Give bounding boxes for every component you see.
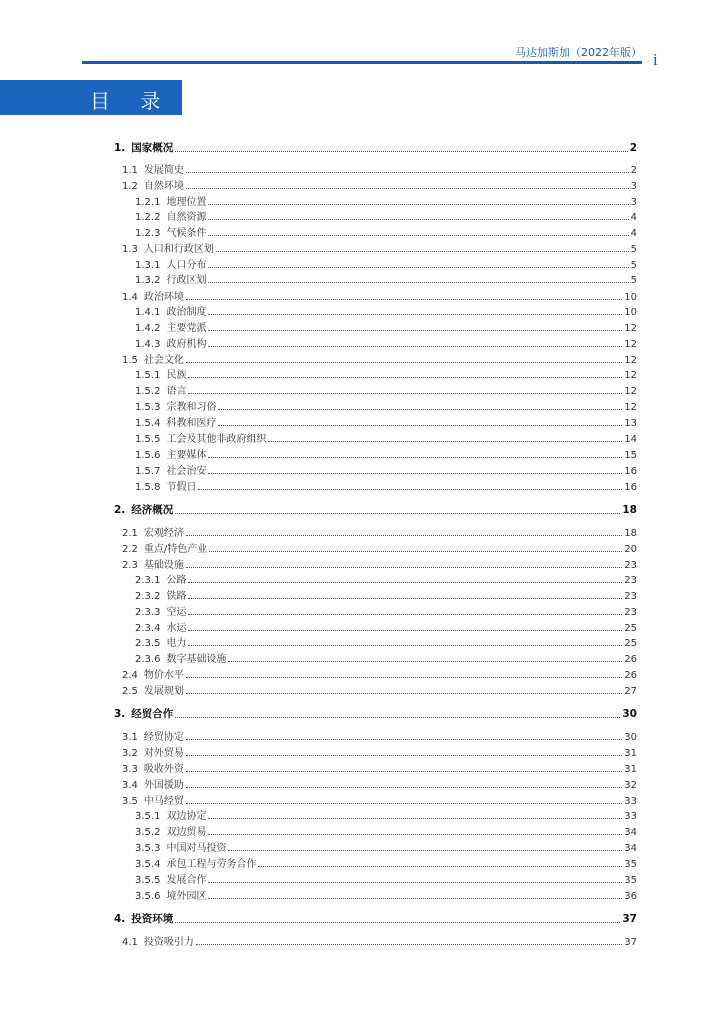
toc-dot-leader — [209, 551, 622, 552]
toc-entry-page: 18 — [622, 504, 637, 516]
toc-entry[interactable] — [114, 911, 637, 926]
toc-entry-title: 经济概况 — [131, 504, 174, 516]
toc-dot-leader — [216, 251, 629, 252]
toc-entry-title: 地理位置 — [166, 197, 207, 208]
toc-entry-page: 16 — [624, 466, 637, 477]
toc-entry-title: 人口和行政区划 — [143, 244, 214, 255]
toc-dot-leader — [228, 850, 622, 851]
toc-entry-page: 23 — [624, 607, 637, 618]
toc-entry-page: 34 — [624, 843, 637, 854]
toc-entry-title: 发展合作 — [166, 875, 207, 886]
toc-entry-title: 数字基础设施 — [166, 654, 227, 665]
toc-dot-leader — [208, 898, 622, 899]
toc-entry[interactable] — [135, 807, 637, 822]
toc-entry[interactable] — [122, 524, 637, 539]
toc-entry-title: 经贸协定 — [143, 732, 184, 743]
toc-entry-number: 1.3.1 — [135, 260, 161, 271]
toc-dot-leader — [208, 818, 622, 819]
toc-entry-number: 2.3.4 — [135, 623, 161, 634]
toc-dot-leader — [188, 645, 622, 646]
toc-entry-title: 人口分布 — [166, 260, 207, 271]
toc-dot-leader — [218, 425, 622, 426]
toc-dot-leader — [208, 834, 622, 835]
toc-dot-leader — [186, 535, 622, 536]
toc-entry-page: 12 — [624, 339, 637, 350]
toc-entry-number: 3.5.3 — [135, 843, 161, 854]
toc-entry-title: 国家概况 — [131, 142, 174, 154]
toc-entry-title: 社会文化 — [143, 355, 184, 366]
toc-entry-number: 1.3.2 — [135, 275, 161, 286]
toc-entry-page: 34 — [624, 827, 637, 838]
toc-entry-page: 10 — [624, 307, 637, 318]
toc-entry[interactable] — [135, 319, 637, 334]
toc-dot-leader — [188, 582, 622, 583]
toc-dot-leader — [175, 717, 620, 718]
toc-entry-number: 3.5.2 — [135, 827, 161, 838]
toc-entry-title: 语言 — [166, 386, 187, 397]
toc-entry-title: 境外园区 — [166, 891, 207, 902]
toc-entry-page: 32 — [624, 780, 637, 791]
toc-entry[interactable] — [135, 430, 637, 445]
toc-entry-number: 3.4 — [122, 780, 138, 791]
toc-dot-leader — [208, 473, 622, 474]
toc-entry-page: 20 — [624, 544, 637, 555]
toc-dot-leader — [208, 219, 628, 220]
toc-entry-title: 主要媒体 — [166, 450, 207, 461]
toc-dot-leader — [188, 598, 622, 599]
toc-entry-title: 双边贸易 — [166, 827, 207, 838]
toc-entry-page: 5 — [630, 260, 637, 271]
toc-entry-number: 2.5 — [122, 686, 138, 697]
toc-entry-title: 双边协定 — [166, 811, 207, 822]
toc-entry-number: 2.3.3 — [135, 607, 161, 618]
toc-dot-leader — [208, 346, 622, 347]
toc-entry-page: 12 — [624, 323, 637, 334]
toc-entry-title: 承包工程与劳务合作 — [166, 859, 257, 870]
toc-entry[interactable] — [135, 335, 637, 350]
toc-entry-title: 经贸合作 — [131, 708, 174, 720]
toc-entry-title: 物价水平 — [143, 670, 184, 681]
toc-entry[interactable] — [135, 855, 637, 870]
toc-dot-leader — [258, 866, 622, 867]
toc-entry-number: 3.2 — [122, 748, 138, 759]
toc-entry-number: 4.1 — [122, 937, 138, 948]
toc-entry-title: 投资环境 — [131, 913, 174, 925]
toc-entry-title: 宏观经济 — [143, 528, 184, 539]
toc-entry[interactable] — [135, 271, 637, 286]
toc-entry[interactable] — [135, 823, 637, 838]
toc-dot-leader — [175, 151, 627, 152]
toc-dot-leader — [188, 393, 622, 394]
toc-dot-leader — [186, 172, 629, 173]
toc-entry[interactable] — [122, 776, 637, 791]
toc-entry-number: 1.4 — [122, 292, 138, 303]
toc-entry-page: 10 — [624, 292, 637, 303]
toc-entry-title: 中马经贸 — [143, 796, 184, 807]
toc-entry-number: 3.5.6 — [135, 891, 161, 902]
toc-entry-number: 3.5.1 — [135, 811, 161, 822]
toc-entry-number: 1.5.3 — [135, 402, 161, 413]
toc-dot-leader — [188, 614, 622, 615]
toc-entry-number: 3.3 — [122, 764, 138, 775]
toc-entry-title: 空运 — [166, 607, 187, 618]
toc-dot-leader — [208, 204, 628, 205]
toc-entry-number: 1.5.6 — [135, 450, 161, 461]
toc-entry-number: 1.4.2 — [135, 323, 161, 334]
toc-entry[interactable] — [122, 161, 637, 176]
toc-entry[interactable] — [135, 871, 637, 886]
header-title: 马达加斯加（2022年版） — [515, 46, 642, 59]
toc-entry-page: 14 — [624, 434, 637, 445]
toc-entry[interactable] — [122, 288, 637, 303]
toc-entry[interactable] — [122, 240, 637, 255]
toc-entry-page: 23 — [624, 575, 637, 586]
toc-entry-number: 2.4 — [122, 670, 138, 681]
toc-entry[interactable] — [114, 502, 637, 517]
toc-entry-page: 36 — [624, 891, 637, 902]
toc-dot-leader — [218, 409, 622, 410]
toc-entry-title: 发展简史 — [143, 165, 184, 176]
toc-entry-title: 吸收外资 — [143, 764, 184, 775]
toc-entry[interactable] — [135, 887, 637, 902]
toc-entry-page: 23 — [624, 560, 637, 571]
toc-dot-leader — [186, 803, 622, 804]
toc-entry[interactable] — [135, 382, 637, 397]
toc-entry-title: 主要党派 — [166, 323, 207, 334]
toc-dot-leader — [186, 787, 622, 788]
toc-entry-number: 2.3.2 — [135, 591, 161, 602]
toc-entry[interactable] — [122, 792, 637, 807]
toc-entry[interactable] — [135, 587, 637, 602]
toc-entry-page: 30 — [624, 732, 637, 743]
toc-entry-number: 3.1 — [122, 732, 138, 743]
toc-entry-title: 基础设施 — [143, 560, 184, 571]
toc-title: 目 录 — [90, 89, 173, 113]
toc-entry-number: 2.2 — [122, 544, 138, 555]
toc-entry[interactable] — [135, 398, 637, 413]
toc-entry[interactable] — [122, 351, 637, 366]
toc-entry-number: 1.4.1 — [135, 307, 161, 318]
toc-dot-leader — [208, 457, 622, 458]
toc-entry-title: 铁路 — [166, 591, 187, 602]
toc-entry[interactable] — [135, 256, 637, 271]
toc-entry-title: 重点/特色产业 — [143, 544, 208, 555]
toc-entry-title: 公路 — [166, 575, 187, 586]
toc-entry[interactable] — [122, 728, 637, 743]
toc-entry[interactable] — [135, 208, 637, 223]
toc-entry-page: 26 — [624, 654, 637, 665]
toc-entry-page: 37 — [622, 913, 637, 925]
toc-entry-page: 12 — [624, 386, 637, 397]
toc-entry-title: 水运 — [166, 623, 187, 634]
toc-entry-title: 中国对马投资 — [166, 843, 227, 854]
toc-entry-number: 1.2 — [122, 181, 138, 192]
toc-entry[interactable] — [135, 414, 637, 429]
toc-entry-number: 2.3.1 — [135, 575, 161, 586]
toc-entry-number: 3.5 — [122, 796, 138, 807]
toc-dot-leader — [188, 377, 622, 378]
toc-dot-leader — [208, 330, 622, 331]
toc-dot-leader — [186, 755, 622, 756]
toc-entry-number: 1.4.3 — [135, 339, 161, 350]
header-page-roman: i — [653, 50, 658, 69]
toc-entry-number: 3. — [114, 708, 126, 720]
toc-entry-number: 1.2.2 — [135, 212, 161, 223]
toc-entry[interactable] — [122, 666, 637, 681]
toc-entry-title: 工会及其他非政府组织 — [166, 434, 267, 445]
toc-entry-number: 2.3 — [122, 560, 138, 571]
toc-entry-title: 投资吸引力 — [143, 937, 194, 948]
toc-entry-title: 政府机构 — [166, 339, 207, 350]
toc-dot-leader — [186, 739, 622, 740]
toc-entry[interactable] — [135, 193, 637, 208]
toc-entry-page: 16 — [624, 482, 637, 493]
toc-entry[interactable] — [122, 540, 637, 555]
toc-dot-leader — [186, 693, 622, 694]
toc-entry-page: 25 — [624, 623, 637, 634]
toc-entry-page: 12 — [624, 370, 637, 381]
toc-entry-title: 自然资源 — [166, 212, 207, 223]
toc-entry-number: 1.1 — [122, 165, 138, 176]
toc-entry[interactable] — [135, 303, 637, 318]
toc-entry-title: 政治环境 — [143, 292, 184, 303]
toc-entry-page: 31 — [624, 748, 637, 759]
toc-entry-page: 35 — [624, 875, 637, 886]
toc-entry-page: 31 — [624, 764, 637, 775]
toc-entry[interactable] — [135, 619, 637, 634]
toc-entry-number: 1.5.2 — [135, 386, 161, 397]
toc-dot-leader — [186, 567, 622, 568]
toc-entry[interactable] — [135, 603, 637, 618]
toc-entry[interactable] — [122, 682, 637, 697]
toc-entry[interactable] — [135, 571, 637, 586]
toc-entry[interactable] — [122, 744, 637, 759]
toc-entry-page: 33 — [624, 796, 637, 807]
toc-entry-number: 1.5.4 — [135, 418, 161, 429]
toc-entry-title: 气候条件 — [166, 228, 207, 239]
toc-entry-number: 3.5.4 — [135, 859, 161, 870]
toc-entry-page: 33 — [624, 811, 637, 822]
toc-dot-leader — [188, 630, 622, 631]
toc-entry-page: 35 — [624, 859, 637, 870]
toc-dot-leader — [208, 235, 628, 236]
toc-entry-page: 3 — [630, 181, 637, 192]
toc-entry[interactable] — [114, 140, 637, 155]
toc-entry-number: 2.3.6 — [135, 654, 161, 665]
toc-entry-number: 4. — [114, 913, 126, 925]
toc-entry[interactable] — [135, 650, 637, 665]
toc-entry-title: 外国援助 — [143, 780, 184, 791]
toc-entry-title: 发展规划 — [143, 686, 184, 697]
toc-entry[interactable] — [122, 556, 637, 571]
toc-entry-number: 2.3.5 — [135, 638, 161, 649]
toc-entry-number: 3.5.5 — [135, 875, 161, 886]
toc-entry-page: 4 — [630, 228, 637, 239]
toc-entry-title: 民族 — [166, 370, 187, 381]
toc-entry-title: 对外贸易 — [143, 748, 184, 759]
toc-dot-leader — [175, 922, 620, 923]
toc-dot-leader — [208, 282, 628, 283]
toc-entry-page: 12 — [624, 355, 637, 366]
toc-entry-title: 宗教和习俗 — [166, 402, 217, 413]
toc-entry-page: 25 — [624, 638, 637, 649]
toc-entry-page: 23 — [624, 591, 637, 602]
toc-entry-number: 1.5.7 — [135, 466, 161, 477]
toc-entry-page: 26 — [624, 670, 637, 681]
toc-entry-page: 12 — [624, 402, 637, 413]
toc-entry-page: 27 — [624, 686, 637, 697]
toc-entry-title: 政治制度 — [166, 307, 207, 318]
toc-entry[interactable] — [135, 446, 637, 461]
toc-entry-title: 节假日 — [166, 482, 197, 493]
toc-entry[interactable] — [135, 634, 637, 649]
toc-entry-page: 4 — [630, 212, 637, 223]
toc-dot-leader — [186, 677, 622, 678]
toc-entry-number: 1.5 — [122, 355, 138, 366]
toc-entry-number: 2. — [114, 504, 126, 516]
toc-entry-number: 1.5.1 — [135, 370, 161, 381]
toc-entry[interactable] — [122, 760, 637, 775]
toc-entry-number: 1.3 — [122, 244, 138, 255]
toc-entry-number: 1. — [114, 142, 126, 154]
toc-entry[interactable] — [135, 478, 637, 493]
toc-dot-leader — [186, 771, 622, 772]
toc-entry-page: 5 — [630, 275, 637, 286]
toc-entry-number: 1.5.5 — [135, 434, 161, 445]
toc-dot-leader — [208, 267, 628, 268]
toc-entry[interactable] — [135, 224, 637, 239]
toc-dot-leader — [208, 314, 622, 315]
toc-dot-leader — [186, 362, 622, 363]
toc-entry-title: 行政区划 — [166, 275, 207, 286]
toc-entry-page: 3 — [630, 197, 637, 208]
toc-dot-leader — [208, 882, 622, 883]
toc-entry-page: 5 — [630, 244, 637, 255]
toc-entry-number: 1.2.3 — [135, 228, 161, 239]
toc-entry-title: 电力 — [166, 638, 187, 649]
toc-entry-page: 2 — [630, 165, 637, 176]
toc-entry-title: 自然环境 — [143, 181, 184, 192]
toc-entry[interactable] — [122, 177, 637, 192]
toc-entry[interactable] — [135, 839, 637, 854]
toc-dot-leader — [228, 661, 622, 662]
toc-entry-number: 1.2.1 — [135, 197, 161, 208]
toc-entry-title: 社会治安 — [166, 466, 207, 477]
toc-entry-number: 1.5.8 — [135, 482, 161, 493]
toc-entry-page: 2 — [629, 142, 637, 154]
toc-dot-leader — [268, 441, 622, 442]
toc-entry-page: 13 — [624, 418, 637, 429]
toc-entry[interactable] — [135, 366, 637, 381]
toc-entry[interactable] — [114, 706, 637, 721]
toc-entry-page: 37 — [624, 937, 637, 948]
toc-entry-page: 18 — [624, 528, 637, 539]
toc-entry[interactable] — [122, 933, 637, 948]
toc-dot-leader — [186, 188, 629, 189]
toc-entry-page: 30 — [622, 708, 637, 720]
toc-dot-leader — [186, 299, 622, 300]
toc-dot-leader — [198, 489, 622, 490]
toc-entry[interactable] — [135, 462, 637, 477]
toc-entry-number: 2.1 — [122, 528, 138, 539]
toc-entry-title: 科教和医疗 — [166, 418, 217, 429]
toc-dot-leader — [175, 513, 620, 514]
toc-dot-leader — [196, 944, 622, 945]
toc-entry-page: 15 — [624, 450, 637, 461]
